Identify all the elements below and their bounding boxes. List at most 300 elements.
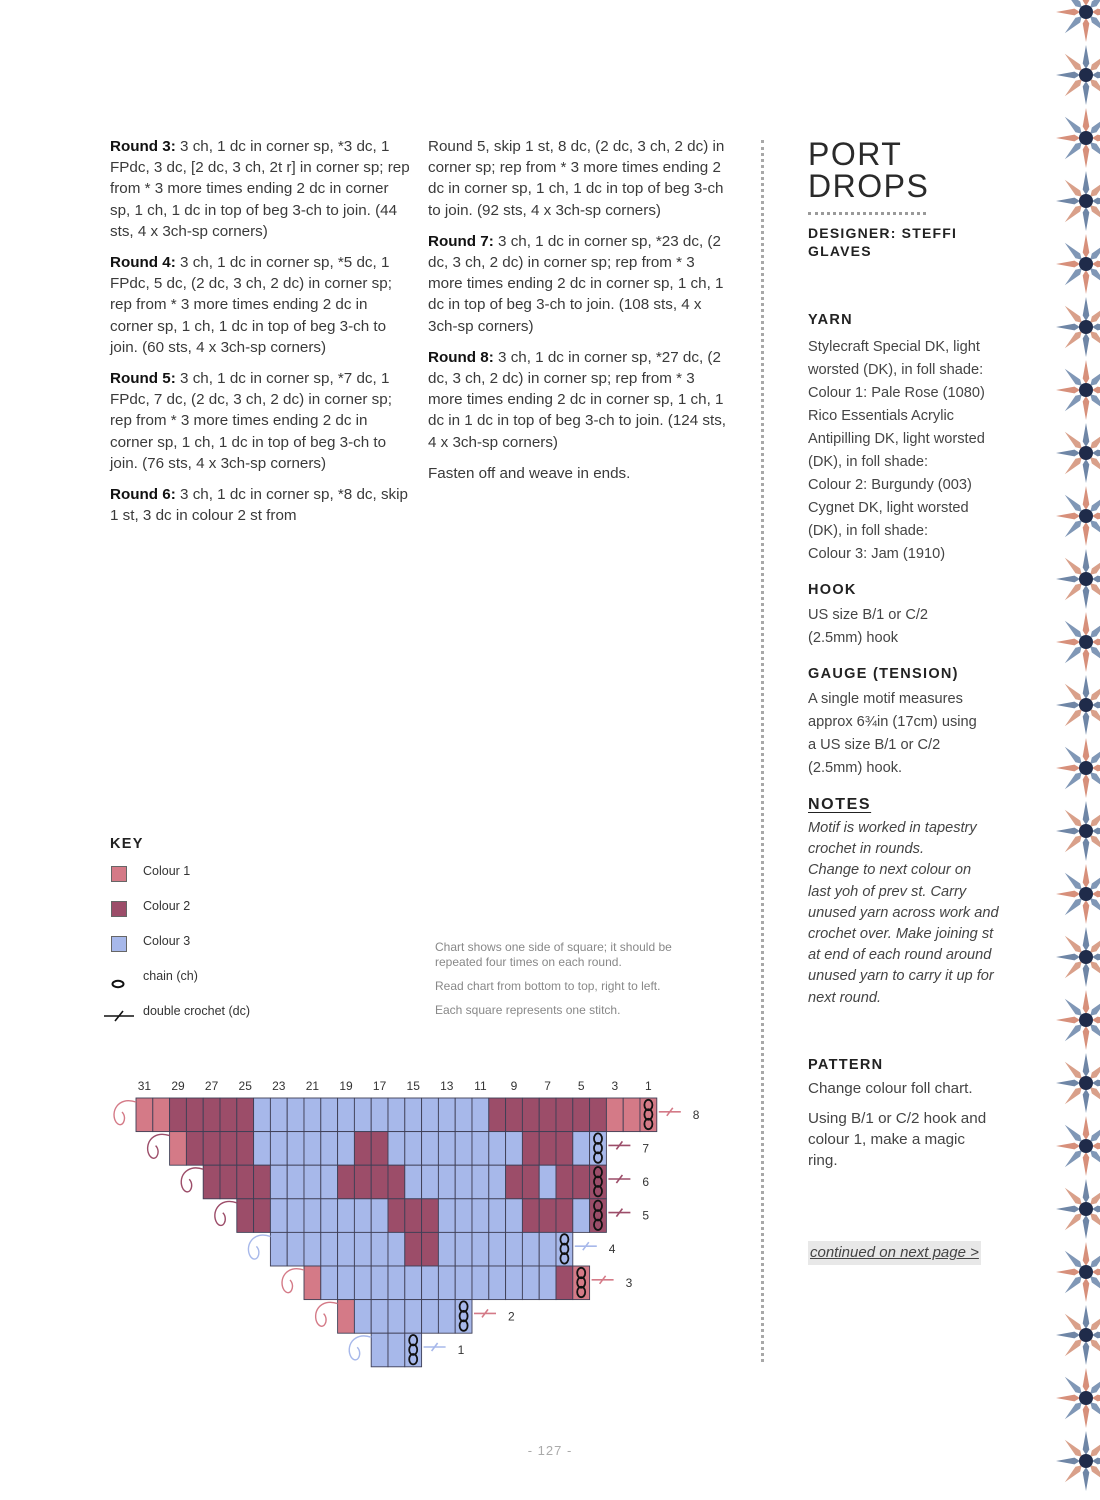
chart-cell [220,1165,237,1199]
border-petal [1065,331,1082,348]
chart-cell [203,1132,220,1166]
sidebar-text-line: (2.5mm) hook. [808,760,903,776]
border-petal [1090,621,1100,638]
border-star-centre [1079,1139,1093,1153]
round-number-label: 1 [457,1343,465,1357]
column-number-label: 29 [171,1079,185,1093]
sidebar-text-line: (2.5mm) hook [808,630,899,646]
border-petal [1083,45,1090,69]
border-petal [1065,936,1082,953]
border-petal [1083,1152,1090,1176]
chart-cell [371,1165,388,1199]
round-number-label: 8 [692,1107,700,1122]
pattern-heading: PATTERN [808,1056,884,1073]
border-petal [1090,457,1100,474]
column-number-label: 17 [372,1079,387,1093]
border-petal [1056,954,1080,961]
column-number-label: 15 [406,1079,420,1093]
chart-cell [354,1300,371,1334]
border-petal [1065,961,1082,978]
border-petal [1092,954,1100,961]
chain-loop-symbol [248,1235,270,1259]
border-petal [1065,747,1082,764]
border-star-centre [1079,824,1093,838]
border-petal [1090,205,1100,222]
yarn-details [808,336,1018,566]
chart-cell [354,1266,371,1300]
sidebar-text-line: worsted (DK), in foll shade: [808,362,984,378]
chart-cell [539,1098,556,1132]
border-petal [1083,963,1090,987]
border-petal [1065,268,1082,285]
border-star-motif [1056,234,1100,294]
column-number-label: 13 [440,1079,454,1093]
round-label: Round 7: [428,232,494,250]
instruction-text: 3 ch, 1 dc in corner sp, *3 dc, 1 FPdc, 3 dc, [2 dc, 3 ch, 2t r] in corner sp; rep from * 3 more times ending 2 dc in corner sp, 1 ch, 1 dc in top of beg 3-ch to join. (44 sts, 4 x 3ch-sp corners) [110,138,410,240]
chart-cell [237,1132,254,1166]
border-petal [1065,684,1082,701]
chart-cell [287,1232,304,1266]
chart-cell [304,1232,321,1266]
border-petal [1083,864,1090,888]
border-petal [1083,1116,1090,1140]
border-petal [1092,72,1100,79]
border-petal [1065,1213,1082,1230]
border-petal [1065,142,1082,159]
border-petal [1083,81,1090,105]
chart-cell [472,1266,489,1300]
chart-cell [371,1333,388,1367]
chart-cell [522,1199,539,1233]
border-petal [1083,270,1090,294]
chart-cell [455,1098,472,1132]
border-petal [1083,1341,1090,1365]
border-star-centre [1079,1391,1093,1405]
chart-cell [422,1165,439,1199]
chart-cell [287,1165,304,1199]
round-label: Round 3: [110,138,176,155]
colour-1-swatch [111,866,127,882]
chart-cell [270,1165,287,1199]
border-petal [1092,198,1100,205]
border-petal [1090,369,1100,386]
instruction-text: Fasten off and weave in ends. [428,464,631,482]
border-petal [1083,585,1090,609]
border-petal [1090,394,1100,411]
chart-cell [405,1199,422,1233]
chart-cell [153,1098,170,1132]
border-petal [1065,117,1082,134]
chart-note-2: Read chart from bottom to top, right to left. [435,979,661,993]
border-petal [1083,990,1090,1014]
border-petal [1083,801,1090,825]
chain-loop-symbol [282,1269,304,1293]
sidebar-text-line: crochet in rounds. [808,841,925,858]
border-petal [1090,1062,1100,1079]
border-petal [1056,1080,1080,1087]
border-star-motif [1056,0,1100,42]
key-item-colour-2 [110,899,370,934]
chart-cell [522,1232,539,1266]
border-petal [1092,702,1100,709]
chart-cell [539,1232,556,1266]
chart-cell [438,1165,455,1199]
yarn-heading: YARN [808,312,853,328]
sidebar-text-line: at end of each round around [808,947,992,964]
border-petal [1090,810,1100,827]
chart-cell [321,1132,338,1166]
instruction-paragraph [110,368,410,474]
chart-cell [388,1266,405,1300]
border-petal [1065,1062,1082,1079]
border-petal [1090,432,1100,449]
border-petal [1090,16,1100,33]
border-petal [1065,1251,1082,1268]
border-petal [1092,1395,1100,1402]
notes-heading: NOTES [808,796,872,813]
border-petal [1065,873,1082,890]
border-petal [1090,243,1100,260]
border-petal [1090,1276,1100,1293]
border-petal [1092,513,1100,520]
border-petal [1065,1276,1082,1293]
instruction-text: 3 ch, 1 dc in corner sp, *23 dc, (2 dc, 3 ch, 2 dc) in corner sp; rep from * 3 more times ending 2 dc in corner sp, 1 ch, 1 dc in top of beg 3-ch to join. (108 sts, 4 x 3ch-sp corners) [428,232,724,335]
key-label-colour-2: Colour 2 [143,899,191,913]
border-petal [1083,171,1090,195]
designer-credit: DESIGNER: STEFFI GLAVES [808,225,958,259]
chart-cell [573,1132,590,1166]
chart-cell [556,1132,573,1166]
border-petal [1083,1404,1090,1428]
border-petal [1065,1377,1082,1394]
border-petal [1090,747,1100,764]
border-petal [1083,900,1090,924]
sidebar-text-line: Colour 3: Jam (1910) [808,546,946,562]
pattern-title-line-1: PORT [808,136,903,172]
border-petal [1083,774,1090,798]
chart-cell [573,1098,590,1132]
gauge-heading: GAUGE (TENSION) [808,666,959,682]
border-petal [1090,835,1100,852]
border-petal [1065,495,1082,512]
instruction-text: 3 ch, 1 dc in corner sp, *27 dc, (2 dc, 3 ch, 2 dc) in corner sp; rep from * 3 more times ending 2 dc in corner sp, 1 ch, 1 dc in 1 dc in top of beg 3-ch to join. (124 sts, 4 x 3ch-sp corners) [428,348,727,451]
chart-cell [338,1232,355,1266]
border-petal [1090,1339,1100,1356]
border-petal [1092,1332,1100,1339]
sidebar-text-line: unused yarn to carry it up for [808,968,994,985]
instructions-column-2 [428,136,728,494]
chart-cell [422,1132,439,1166]
chart-cell [405,1165,422,1199]
border-petal [1090,1402,1100,1419]
border-petal [1090,772,1100,789]
chart-cell [455,1300,472,1334]
border-petal [1090,79,1100,96]
round-label: Round 8: [428,348,494,366]
border-petal [1090,268,1100,285]
border-petal [1065,1440,1082,1457]
key-item-colour-3 [110,934,370,969]
chart-cell [237,1199,254,1233]
border-petal [1090,54,1100,71]
border-petal [1056,765,1080,772]
chart-cell [321,1199,338,1233]
border-petal [1065,369,1082,386]
border-petal [1065,432,1082,449]
round-label: Round 5: [110,370,176,388]
instruction-paragraph [428,136,728,221]
chart-cell [371,1232,388,1266]
border-star-motif [1056,1431,1100,1491]
chart-cell [304,1098,321,1132]
border-star-centre [1079,1076,1093,1090]
border-petal [1065,898,1082,915]
border-petal [1065,810,1082,827]
border-star-centre [1079,1454,1093,1468]
border-petal [1065,558,1082,575]
border-petal [1092,1017,1100,1024]
border-petal [1090,1150,1100,1167]
chart-cell [287,1098,304,1132]
chart-cell [321,1232,338,1266]
chart-cell [354,1098,371,1132]
border-petal [1090,999,1100,1016]
chart-cell [388,1132,405,1166]
border-petal [1065,583,1082,600]
chart-cell [254,1098,271,1132]
border-petal [1065,1150,1082,1167]
round-number-label: 6 [642,1175,650,1189]
column-number-label: 9 [510,1079,518,1093]
column-divider [761,140,764,1362]
chart-cell [270,1098,287,1132]
chart-cell [438,1266,455,1300]
border-petal [1090,961,1100,978]
border-star-motif [1056,171,1100,231]
chain-loop-symbol [215,1201,237,1225]
sidebar-text-line: next round. [808,989,882,1006]
instruction-text: 3 ch, 1 dc in corner sp, *5 dc, 1 FPdc, 5 dc, (2 dc, 3 ch, 2 dc) in corner sp; rep from * 3 more times ending 2 dc in corner sp, 1 ch, 1 dc in top of beg 3-ch to join. (60 sts, 4 x 3ch-sp corners) [110,254,392,356]
sidebar-text-line: approx 6¾in (17cm) using [808,714,977,730]
chain-symbol-icon [102,971,136,991]
border-star-motif [1056,549,1100,609]
chart-cell [354,1199,371,1233]
border-petal [1083,1242,1090,1266]
border-star-motif [1056,738,1100,798]
border-star-motif [1056,45,1100,105]
column-number-label: 5 [577,1079,585,1093]
border-star-motif [1056,801,1100,861]
chart-cell [573,1199,590,1233]
border-petal [1090,1125,1100,1142]
key-item-chain [110,969,370,1004]
sidebar-text-line: Stylecraft Special DK, light [808,339,980,355]
key-title: KEY [110,836,144,852]
chart-cell [422,1098,439,1132]
chart-cell [338,1132,355,1166]
instructions-column-1 [110,136,410,536]
instruction-text: 3 ch, 1 dc in corner sp, *8 dc, skip 1 st, 3 dc in colour 2 st from [110,486,408,525]
border-petal [1065,999,1082,1016]
border-petal [1056,198,1080,205]
border-petal [1083,486,1090,510]
border-petal [1083,207,1090,231]
border-petal [1083,927,1090,951]
pattern-instruction-1: Change colour foll chart. [808,1079,973,1097]
key-label-chain: chain (ch) [143,969,198,983]
border-petal [1092,1458,1100,1465]
border-star-motif [1056,927,1100,987]
border-petal [1092,576,1100,583]
border-petal [1065,1465,1082,1482]
chart-cell [455,1165,472,1199]
chart-cell [388,1199,405,1233]
border-star-motif [1056,423,1100,483]
chart-cell [170,1098,187,1132]
gauge-details [808,688,1018,780]
round-number-label: 4 [608,1242,616,1257]
column-number-label: 11 [474,1079,487,1093]
chart-cell [405,1333,422,1367]
chart-cell [590,1132,607,1166]
chart-cell [237,1165,254,1199]
chart-cell [489,1199,506,1233]
border-petal [1056,450,1080,457]
chart-cell [590,1165,607,1199]
chart-cell [338,1300,355,1334]
border-petal [1090,180,1100,197]
border-petal [1065,180,1082,197]
instruction-text: 3 ch, 1 dc in corner sp, *7 dc, 1 FPdc, 7 dc, (2 dc, 3 ch, 2 dc) in corner sp; rep from * 3 more times ending 2 dc in corner sp, 1 ch, 1 dc in top of beg 3-ch to join. (76 sts, 4 x 3ch-sp corners) [110,370,392,472]
chart-cell [321,1266,338,1300]
chain-loop-symbol [148,1134,170,1158]
border-star-centre [1079,509,1093,523]
chart-cell [422,1266,439,1300]
border-star-motif [1056,1305,1100,1365]
border-petal [1083,1089,1090,1113]
border-star-motif [1056,297,1100,357]
border-petal [1083,1215,1090,1239]
border-star-centre [1079,1328,1093,1342]
chart-cell [338,1266,355,1300]
border-petal [1090,1251,1100,1268]
border-petal [1065,1188,1082,1205]
continued-label[interactable]: continued on next page > [808,1241,981,1264]
chart-cell [304,1132,321,1166]
instruction-paragraph [428,347,728,453]
border-petal [1090,709,1100,726]
border-petal [1065,772,1082,789]
border-petal [1056,1458,1080,1465]
chart-cell [338,1165,355,1199]
chart-cell [254,1132,271,1166]
chart-cell [388,1232,405,1266]
chart-cell [354,1232,371,1266]
chart-cell [270,1199,287,1233]
sidebar-text-line: a US size B/1 or C/2 [808,737,941,753]
chart-cell [573,1266,590,1300]
chart-note-3: Each square represents one stitch. [435,1003,621,1017]
border-petal [1056,1143,1080,1150]
chart-cell [556,1098,573,1132]
pattern-title-line-2: DROPS [808,168,930,204]
border-petal [1056,1206,1080,1213]
chart-cell [371,1300,388,1334]
border-petal [1083,459,1090,483]
chart-cell [472,1199,489,1233]
border-petal [1056,513,1080,520]
border-petal [1083,837,1090,861]
border-petal [1090,117,1100,134]
border-star-centre [1079,5,1093,19]
chart-cell [556,1199,573,1233]
border-petal [1056,702,1080,709]
sidebar [808,138,1018,1265]
border-petal [1083,18,1090,42]
chart-cell [606,1098,623,1132]
chart-cell [438,1098,455,1132]
chart-cell [371,1199,388,1233]
border-petal [1090,583,1100,600]
key-item-colour-1 [110,864,370,899]
border-star-motif [1056,1179,1100,1239]
sidebar-text-line: (DK), in foll shade: [808,454,929,470]
chart-cell [455,1232,472,1266]
border-petal [1083,234,1090,258]
chart-cell [455,1132,472,1166]
chart-cell [472,1232,489,1266]
border-star-centre [1079,383,1093,397]
instruction-text: Round 5, skip 1 st, 8 dc, (2 dc, 3 ch, 2 dc) in corner sp; rep from * 3 more times ending 2 dc in corner sp, 1 ch, 1 dc in top of beg 3-ch to join. (92 sts, 4 x 3ch-sp corners) [428,138,725,219]
chart-cell [371,1266,388,1300]
border-star-motif [1056,1242,1100,1302]
chart-cell [590,1098,607,1132]
chart-cell [371,1132,388,1166]
round-number-label: 3 [625,1275,633,1290]
border-petal [1056,135,1080,142]
hook-heading: HOOK [808,582,857,598]
chart-cell [405,1098,422,1132]
border-petal [1083,1026,1090,1050]
border-petal [1083,1278,1090,1302]
border-petal [1090,1188,1100,1205]
chart-cell [405,1300,422,1334]
border-petal [1056,828,1080,835]
border-petal [1090,1087,1100,1104]
colourwork-chart [98,1072,738,1377]
column-number-label: 23 [272,1079,286,1093]
border-star-centre [1079,1013,1093,1027]
sidebar-text-line: Colour 1: Pale Rose (1080) [808,385,985,401]
border-star-motif [1056,1368,1100,1428]
border-petal [1083,360,1090,384]
chart-cell [338,1098,355,1132]
key-label-double-crochet: double crochet (dc) [143,1004,251,1018]
border-star-motif [1056,1053,1100,1113]
border-petal [1056,387,1080,394]
border-star-centre [1079,887,1093,901]
chart-cell [304,1165,321,1199]
border-petal [1083,675,1090,699]
column-number-label: 3 [611,1079,619,1093]
chart-cell [203,1098,220,1132]
continued-link[interactable] [808,1241,1018,1264]
border-petal [1092,1206,1100,1213]
sidebar-text-line: Antipilling DK, light worsted [808,431,985,447]
border-petal [1090,684,1100,701]
sidebar-text-line: Rico Essentials Acrylic [808,408,954,424]
chart-cell [422,1199,439,1233]
